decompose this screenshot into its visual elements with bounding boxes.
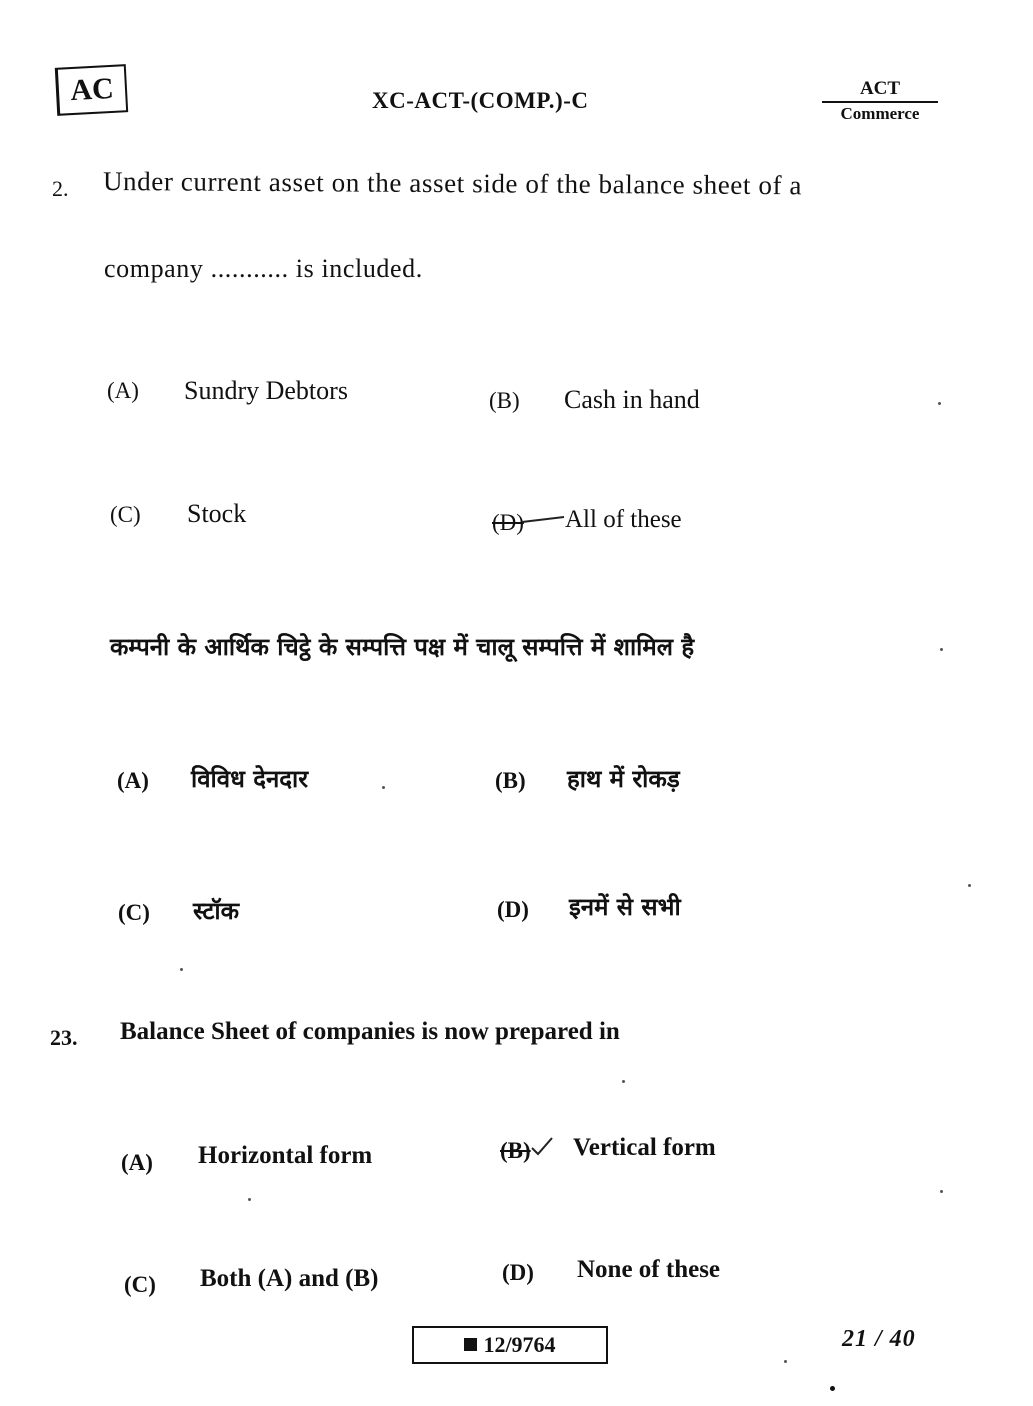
option-a-label: (A) xyxy=(107,378,139,403)
q23-option-c-label: (C) xyxy=(124,1272,156,1297)
hindi-option-d-text: इनमें से सभी xyxy=(569,893,681,921)
option-d-label: (D) xyxy=(492,510,524,535)
q23-option-c-text: Both (A) and (B) xyxy=(200,1265,379,1292)
hindi-option-c-text: स्टॉक xyxy=(193,897,240,925)
option-a-text: Sundry Debtors xyxy=(184,376,348,405)
option-d-text: All of these xyxy=(565,506,682,533)
hindi-option-a-text: विविध देनदार xyxy=(191,765,309,793)
question-number: 2. xyxy=(52,176,69,201)
q23-option-a-text: Horizontal form xyxy=(198,1142,373,1169)
booklet-code-box xyxy=(412,1326,608,1364)
scan-speck xyxy=(382,786,385,789)
question-text-line2: company ........... is included. xyxy=(104,254,423,283)
scan-speck xyxy=(830,1386,835,1391)
scan-speck xyxy=(968,884,971,887)
question-text-line1: Under current asset on the asset side of the balance sheet of a xyxy=(102,166,803,201)
booklet-code: 12/9764 xyxy=(483,1332,556,1357)
question-text: Balance Sheet of companies is now prepared in xyxy=(120,1018,620,1045)
paper-code: XC-ACT-(COMP.)-C xyxy=(372,88,589,113)
hindi-question-text: कम्पनी के आर्थिक चिट्ठे के सम्पत्ति पक्ष में चालू सम्पत्ति में शामिल है xyxy=(110,633,695,661)
paper-set-code-box: AC xyxy=(55,64,128,116)
q23-option-b-text: Vertical form xyxy=(573,1134,716,1161)
option-b-text: Cash in hand xyxy=(564,385,700,414)
hindi-option-d-label: (D) xyxy=(497,897,529,922)
scan-speck xyxy=(940,648,943,651)
scan-speck xyxy=(784,1360,787,1363)
subject-name: Commerce xyxy=(840,104,920,123)
scan-speck xyxy=(180,968,183,971)
page-number: 21 / 40 xyxy=(842,1326,916,1352)
scan-speck xyxy=(622,1080,625,1083)
option-c-text: Stock xyxy=(187,499,247,528)
answer-tick-mark xyxy=(530,1134,554,1158)
option-b-label: (B) xyxy=(489,388,520,413)
q23-option-b-label: (B) xyxy=(500,1138,531,1163)
subject-label xyxy=(822,78,938,125)
hindi-option-b-label: (B) xyxy=(495,768,526,793)
q23-option-d-text: None of these xyxy=(577,1256,721,1283)
hindi-option-b-text: हाथ में रोकड़ xyxy=(567,765,680,793)
q23-option-a-label: (A) xyxy=(121,1150,153,1175)
hindi-option-c-label: (C) xyxy=(118,900,150,925)
scan-speck xyxy=(938,402,941,405)
scan-speck xyxy=(248,1198,251,1201)
option-c-label: (C) xyxy=(110,502,141,527)
question-number: 23. xyxy=(50,1025,78,1050)
hindi-option-a-label: (A) xyxy=(117,768,149,793)
q23-option-d-label: (D) xyxy=(502,1260,534,1285)
square-bullet-icon xyxy=(464,1338,477,1351)
scan-speck xyxy=(940,1190,943,1193)
subject-code: ACT xyxy=(822,78,938,103)
answer-mark-line xyxy=(520,512,568,526)
